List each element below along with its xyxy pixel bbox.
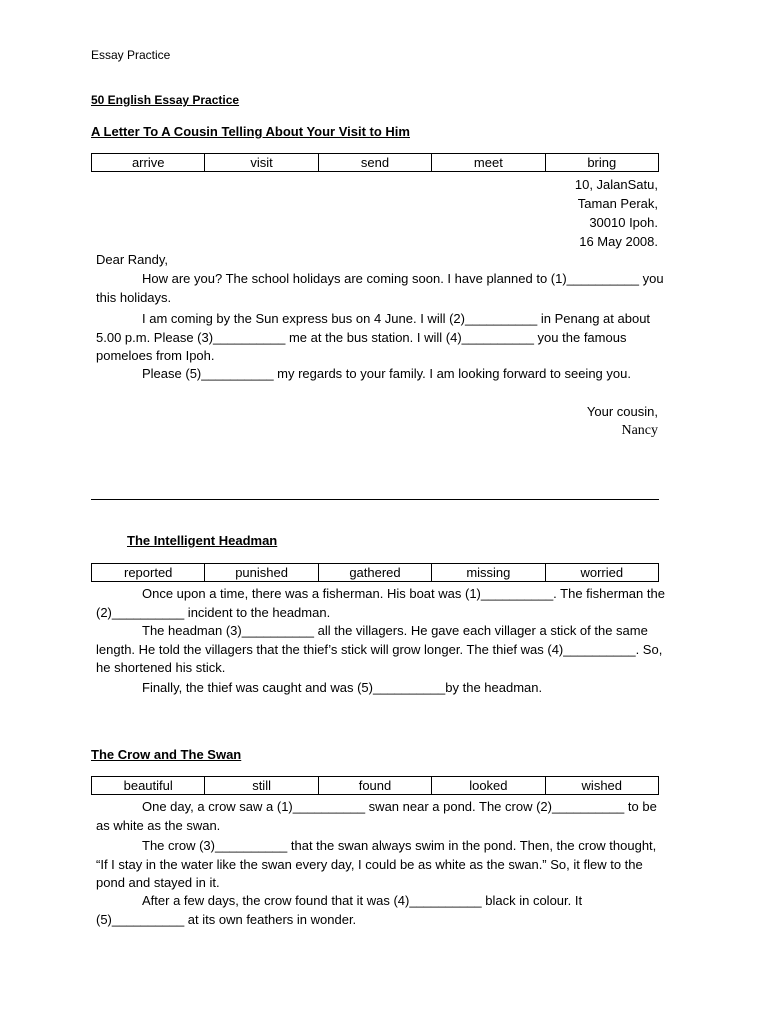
letter-date: 16 May 2008. — [579, 234, 658, 249]
letter-paragraph: How are you? The school holidays are coming soon. I have planned to (1)__________ you this holidays. — [96, 271, 664, 305]
word-bank-item: wished — [545, 777, 658, 795]
letter-paragraph: Please (5)__________ my regards to your family. I am looking forward to seeing you. — [142, 366, 631, 381]
word-bank-item: missing — [432, 564, 545, 582]
word-bank-item: looked — [432, 777, 545, 795]
section1-title: A Letter To A Cousin Telling About Your Visit to Him — [91, 124, 410, 139]
word-bank-item: arrive — [92, 154, 205, 172]
story-paragraph: After a few days, the crow found that it was (4)__________ black in colour. It (5)__________ at its own feathers in wonder. — [96, 893, 583, 927]
word-bank-item: gathered — [318, 564, 431, 582]
word-bank-item: reported — [92, 564, 205, 582]
story-paragraph: The crow (3)__________ that the swan always swim in the pond. Then, the crow thought, “If I stay in the water like the swan every day, I could be as white as the swan.” So, it flew to the pond and stayed in it. — [96, 838, 657, 890]
word-bank-item: meet — [432, 154, 545, 172]
section2-word-bank — [91, 563, 659, 582]
letter-paragraph: I am coming by the Sun express bus on 4 June. I will (2)__________ in Penang at about 5.00 p.m. Please (3)__________ me at the bus station. I will (4)__________ you the famous pomeloes from Ipoh. — [96, 311, 651, 363]
word-bank-item: visit — [205, 154, 318, 172]
story-paragraph: One day, a crow saw a (1)__________ swan near a pond. The crow (2)__________ to be as white as the swan. — [96, 799, 657, 833]
story-paragraph: The headman (3)__________ all the villagers. He gave each villager a stick of the same length. He told the villagers that the thief’s stick will grow longer. The thief was (4)__________. So, he shortened his stick. — [96, 623, 663, 675]
letter-signature: Nancy — [621, 423, 658, 438]
section1-word-bank — [91, 153, 659, 172]
word-bank-item: punished — [205, 564, 318, 582]
word-bank-item: still — [205, 777, 318, 795]
document-subtitle: 50 English Essay Practice — [91, 93, 240, 107]
address-line: 10, JalanSatu, — [574, 177, 658, 192]
letter-greeting: Dear Randy, — [96, 252, 169, 267]
section-divider — [91, 499, 659, 500]
word-bank-item: found — [318, 777, 431, 795]
word-bank-item: send — [318, 154, 431, 172]
address-line: Taman Perak, — [577, 196, 658, 211]
section2-title: The Intelligent Headman — [127, 533, 278, 548]
story-paragraph: Once upon a time, there was a fisherman. His boat was (1)__________. The fisherman the (2)__________ incident to the headman. — [96, 586, 665, 620]
section3-title: The Crow and The Swan — [91, 747, 242, 762]
sender-address — [575, 175, 658, 251]
page-header: Essay Practice — [91, 48, 171, 62]
address-line: 30010 Ipoh. — [589, 215, 658, 230]
story-paragraph: Finally, the thief was caught and was (5)__________by the headman. — [142, 680, 543, 695]
word-bank-item: bring — [545, 154, 658, 172]
word-bank-item: beautiful — [92, 777, 205, 795]
word-bank-item: worried — [545, 564, 658, 582]
section3-word-bank — [91, 776, 659, 795]
letter-closing: Your cousin, — [586, 404, 658, 419]
